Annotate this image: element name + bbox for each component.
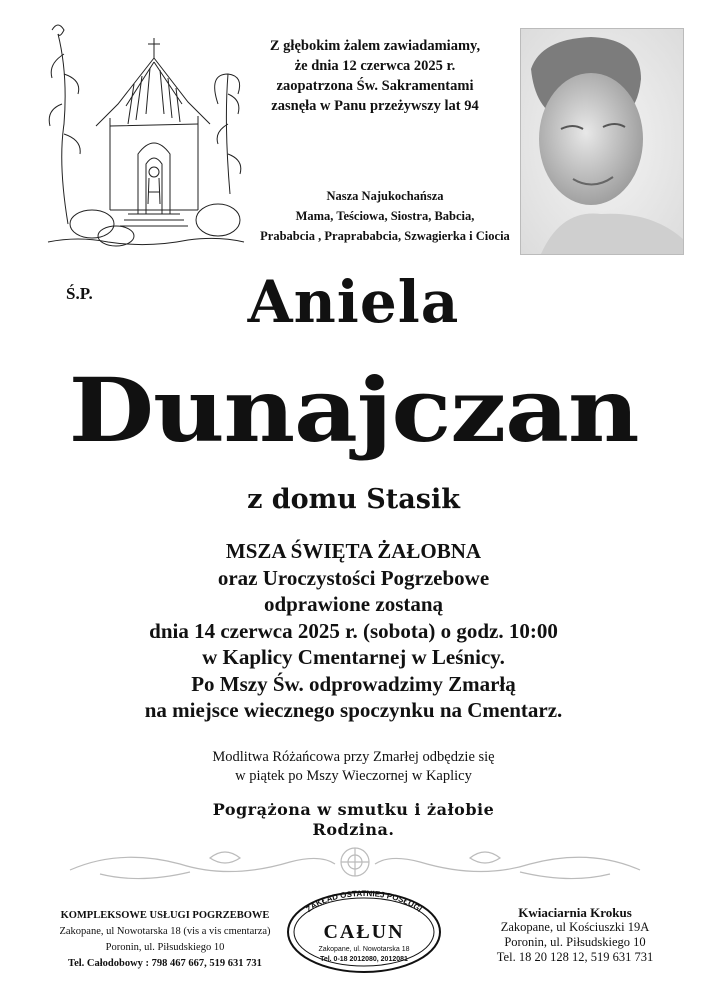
intro-line: zasnęła w Panu przeżywszy lat 94 — [271, 98, 479, 114]
logo-arc-text: ZAKŁAD OSTATNIEJ POSŁUGI — [304, 888, 424, 914]
mass-line: MSZA ŚWIĘTA ŻAŁOBNA — [225, 539, 482, 563]
funeral-home-address: Poronin, ul. Piłsudskiego 10 — [105, 942, 225, 953]
logo-name: CAŁUN — [323, 921, 405, 943]
mass-line: Po Mszy Św. odprowadzimy Zmarłą — [191, 671, 516, 696]
intro-line: Z głębokim żalem zawiadamiamy, — [269, 38, 481, 54]
family-line: Mama, Teściowa, Siostra, Babcia, — [295, 209, 475, 223]
ornament-divider — [60, 840, 650, 890]
first-name: Aniela — [247, 268, 460, 336]
rosary-line: w piątek po Mszy Wieczornej w Kaplicy — [235, 768, 472, 784]
mass-line: na miejsce wiecznego spoczynku na Cmentarz. — [144, 698, 563, 722]
intro-line: zaopatrzona Św. Sakramentami — [276, 78, 474, 94]
calun-logo — [284, 888, 444, 974]
chapel-illustration — [38, 14, 250, 252]
maiden-name: z domu Stasik — [247, 484, 460, 515]
mass-line: dnia 14 czerwca 2025 r. (sobota) o godz. 10:00 — [149, 618, 558, 643]
portrait-photo — [520, 28, 684, 255]
family-line: Prababcia , Praprababcia, Szwagierka i Ciocia — [260, 229, 510, 243]
mourners-line: Pogrążona w smutku i żałobie — [212, 800, 495, 819]
florist-info — [455, 905, 695, 965]
funeral-home-phone: Tel. Całodobowy : 798 467 667, 519 631 731 — [68, 958, 262, 969]
intro-line: że dnia 12 czerwca 2025 r. — [294, 58, 456, 74]
last-name: Dunajczan — [68, 358, 639, 462]
portrait-image — [521, 29, 683, 254]
family-line: Nasza Najukochańsza — [326, 189, 444, 203]
funeral-home-address: Zakopane, ul Nowotarska 18 (vis a vis cmentarza) — [59, 926, 271, 937]
florist-address: Zakopane, ul Kościuszki 19A — [500, 920, 650, 934]
funeral-home-info — [30, 908, 300, 972]
logo-address: Zakopane, ul. Nowotarska 18 — [318, 946, 410, 953]
rosary-line: Modlitwa Różańcowa przy Zmarłej odbędzie się — [212, 749, 495, 765]
florist-title: Kwiaciarnia Krokus — [518, 905, 632, 920]
mass-line: oraz Uroczystości Pogrzebowe — [217, 565, 490, 590]
logo-phone: Tel. 0-18 2012080, 2012081 — [320, 956, 408, 963]
family-text — [250, 186, 520, 246]
mass-line: w Kaplicy Cmentarnej w Leśnicy. — [202, 645, 505, 669]
mass-line: odprawione zostaną — [263, 592, 444, 616]
florist-address: Poronin, ul. Piłsudskiego 10 — [504, 935, 646, 949]
sp-abbreviation: Ś.P. — [66, 284, 93, 303]
rosary-info — [0, 748, 707, 786]
florist-phone: Tel. 18 20 128 12, 519 631 731 — [496, 950, 654, 964]
mourners-line: Rodzina. — [312, 820, 395, 839]
intro-text — [250, 36, 500, 116]
mass-announcement — [0, 538, 707, 724]
funeral-home-title: KOMPLEKSOWE USŁUGI POGRZEBOWE — [60, 910, 270, 921]
mourners-signature — [0, 800, 707, 840]
